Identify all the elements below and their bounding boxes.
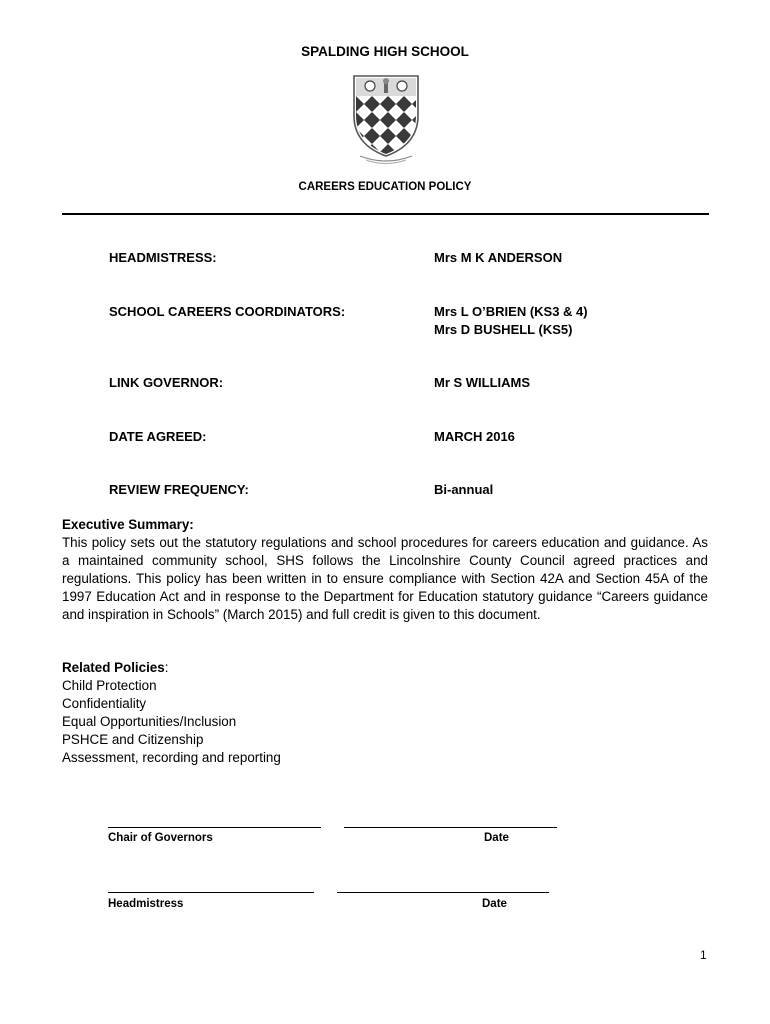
chair-date-line [344,827,557,828]
chair-signature-line [108,827,321,828]
related-policy-item: Confidentiality [62,696,147,711]
page-number: 1 [700,948,707,962]
header-divider [62,213,709,215]
link-governor-value: Mr S WILLIAMS [434,375,531,390]
coordinators-value-2: Mrs D BUSHELL (KS5) [434,322,573,337]
headmistress-date-line [337,892,549,893]
headmistress-signature-label: Headmistress [108,898,184,910]
headmistress-date-label: Date [482,898,507,910]
related-policies-heading-line [62,659,708,677]
date-agreed-label: DATE AGREED: [109,429,207,444]
school-crest-logo [344,70,428,164]
headmistress-label: HEADMISTRESS: [109,250,217,265]
chair-date-label: Date [484,832,509,844]
related-policies-heading: Related Policies [62,660,165,675]
executive-summary [62,516,708,624]
related-policy-item: Assessment, recording and reporting [62,750,281,765]
school-title: SPALDING HIGH SCHOOL [301,44,469,59]
related-policy-item: Child Protection [62,678,157,693]
coordinators-value-1: Mrs L O’BRIEN (KS3 & 4) [434,304,588,319]
related-policy-item: Equal Opportunities/Inclusion [62,714,237,729]
date-agreed-value: MARCH 2016 [434,429,515,444]
coordinators-label: SCHOOL CAREERS COORDINATORS: [109,304,346,319]
related-policies [62,659,708,767]
executive-summary-text: This policy sets out the statutory regulations and school procedures for careers education and guidance. As a maintained community school, SHS follows the Lincolnshire County Council agreed practices and regulations. This policy has been written in to ensure compliance with Section 42A and Section 45A of the 1997 Education Act and in response to the Department for Education statutory guidance “Careers guidance and inspiration in Schools” (March 2015) and full credit is given to this document. [62,535,708,622]
related-policy-item: PSHCE and Citizenship [62,732,204,747]
policy-title: CAREERS EDUCATION POLICY [298,181,472,193]
link-governor-label: LINK GOVERNOR: [109,375,224,390]
chair-of-governors-label: Chair of Governors [108,832,213,844]
related-policies-colon: : [164,660,169,675]
review-frequency-value: Bi-annual [434,482,494,497]
review-frequency-label: REVIEW FREQUENCY: [109,482,249,497]
executive-summary-heading: Executive Summary: [62,517,194,532]
headmistress-signature-line [108,892,314,893]
headmistress-value: Mrs M K ANDERSON [434,250,563,265]
